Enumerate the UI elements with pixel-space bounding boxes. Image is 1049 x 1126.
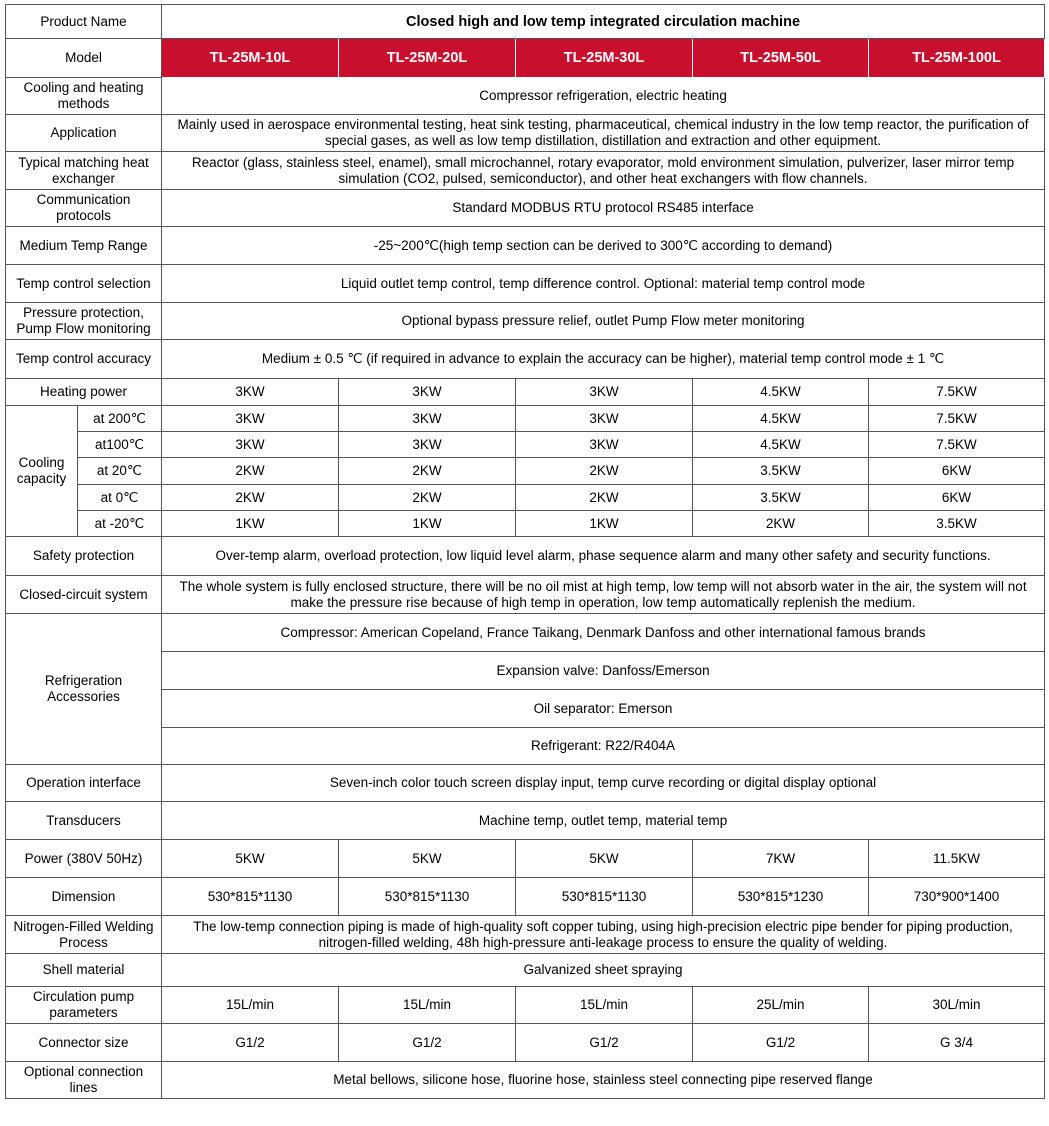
cooling-temp-20: at 20℃ [78, 458, 162, 485]
shell-value: Galvanized sheet spraying [162, 954, 1045, 987]
cooling-heating-label: Cooling and heating methods [6, 78, 162, 115]
spec-table [5, 4, 1045, 1099]
cooling-200-3: 3KW [516, 406, 693, 432]
safety-value: Over-temp alarm, overload protection, low liquid level alarm, phase sequence alarm and many other safety and security functions. [162, 537, 1045, 576]
cooling-100-3: 3KW [516, 432, 693, 458]
cooling-200-5: 7.5KW [869, 406, 1045, 432]
transducers-value: Machine temp, outlet temp, material temp [162, 802, 1045, 840]
refrigeration-compressor: Compressor: American Copeland, France Taikang, Denmark Danfoss and other international famous brands [162, 614, 1045, 652]
shell-label: Shell material [6, 954, 162, 987]
connector-1: G1/2 [162, 1024, 339, 1062]
dimension-5: 730*900*1400 [869, 878, 1045, 916]
cooling-0-4: 3.5KW [693, 485, 869, 511]
protocols-value: Standard MODBUS RTU protocol RS485 interface [162, 190, 1045, 227]
interface-label: Operation interface [6, 765, 162, 802]
pump-4: 25L/min [693, 987, 869, 1024]
row-heat-exchanger [6, 152, 1045, 190]
dimension-4: 530*815*1230 [693, 878, 869, 916]
refrigeration-label: Refrigeration Accessories [6, 614, 162, 765]
model-label: Model [6, 39, 162, 78]
row-protocols [6, 190, 1045, 227]
pump-5: 30L/min [869, 987, 1045, 1024]
heating-power-2: 3KW [339, 379, 516, 406]
power-1: 5KW [162, 840, 339, 878]
dimension-1: 530*815*1130 [162, 878, 339, 916]
row-application [6, 115, 1045, 152]
pump-2: 15L/min [339, 987, 516, 1024]
cooling-0-3: 2KW [516, 485, 693, 511]
closed-circuit-value: The whole system is fully enclosed structure, there will be no oil mist at high temp, low temp will not absorb water in the air, the system will not make the pressure rise because of high temp in operation, low temp automatically replenish the medium. [162, 576, 1045, 614]
cooling-20-5: 6KW [869, 458, 1045, 485]
heat-exchanger-value: Reactor (glass, stainless steel, enamel), small microchannel, rotary evaporator, mold environment simulation, pulverizer, laser mirror temp simulation (CO2, pulsed, semiconductor), and other heat exchangers with flow channels. [162, 152, 1045, 190]
model-2: TL-25M-20L [339, 39, 516, 78]
cooling-minus-20-5: 3.5KW [869, 511, 1045, 537]
row-cooling-100 [6, 432, 1045, 458]
dimension-3: 530*815*1130 [516, 878, 693, 916]
medium-range-value: -25~200℃(high temp section can be derived to 300℃ according to demand) [162, 227, 1045, 265]
row-product-name [6, 5, 1045, 39]
row-cooling-heating [6, 78, 1045, 115]
cooling-100-1: 3KW [162, 432, 339, 458]
welding-value: The low-temp connection piping is made of high-quality soft copper tubing, using high-precision electric pipe bender for piping production, nitrogen-filled welding, 48h high-pressure anti-leakage process to ensure the quality of welding. [162, 916, 1045, 954]
dimension-label: Dimension [6, 878, 162, 916]
connector-label: Connector size [6, 1024, 162, 1062]
cooling-20-3: 2KW [516, 458, 693, 485]
cooling-temp-200: at 200℃ [78, 406, 162, 432]
row-refrigeration-valve [6, 652, 1045, 690]
model-1: TL-25M-10L [162, 39, 339, 78]
row-safety [6, 537, 1045, 576]
power-3: 5KW [516, 840, 693, 878]
connector-5: G 3/4 [869, 1024, 1045, 1062]
row-lines [6, 1062, 1045, 1099]
lines-label: Optional connection lines [6, 1062, 162, 1099]
row-connector [6, 1024, 1045, 1062]
accuracy-value: Medium ± 0.5 ℃ (if required in advance to explain the accuracy can be higher), material temp control mode ± 1 ℃ [162, 340, 1045, 379]
row-refrigeration-compressor [6, 614, 1045, 652]
cooling-temp-0: at 0℃ [78, 485, 162, 511]
row-accuracy [6, 340, 1045, 379]
interface-value: Seven-inch color touch screen display input, temp curve recording or digital display optional [162, 765, 1045, 802]
connector-3: G1/2 [516, 1024, 693, 1062]
row-model [6, 39, 1045, 78]
row-dimension [6, 878, 1045, 916]
model-3: TL-25M-30L [516, 39, 693, 78]
row-heating-power [6, 379, 1045, 406]
cooling-200-1: 3KW [162, 406, 339, 432]
cooling-minus-20-4: 2KW [693, 511, 869, 537]
product-name-label: Product Name [6, 5, 162, 39]
heating-power-5: 7.5KW [869, 379, 1045, 406]
connector-4: G1/2 [693, 1024, 869, 1062]
cooling-20-2: 2KW [339, 458, 516, 485]
cooling-0-5: 6KW [869, 485, 1045, 511]
cooling-20-1: 2KW [162, 458, 339, 485]
heating-power-1: 3KW [162, 379, 339, 406]
cooling-200-2: 3KW [339, 406, 516, 432]
power-5: 11.5KW [869, 840, 1045, 878]
row-cooling-minus-20 [6, 511, 1045, 537]
row-refrigeration-refrigerant [6, 728, 1045, 765]
heating-power-3: 3KW [516, 379, 693, 406]
row-interface [6, 765, 1045, 802]
refrigeration-refrigerant: Refrigerant: R22/R404A [162, 728, 1045, 765]
cooling-temp-100: at100℃ [78, 432, 162, 458]
product-name: Closed high and low temp integrated circulation machine [162, 5, 1045, 39]
cooling-capacity-label: Cooling capacity [6, 406, 78, 537]
refrigeration-oil: Oil separator: Emerson [162, 690, 1045, 728]
pump-label: Circulation pump parameters [6, 987, 162, 1024]
model-5: TL-25M-100L [869, 39, 1045, 78]
accuracy-label: Temp control accuracy [6, 340, 162, 379]
pressure-label: Pressure protection, Pump Flow monitoring [6, 303, 162, 340]
heat-exchanger-label: Typical matching heat exchanger [6, 152, 162, 190]
application-value: Mainly used in aerospace environmental testing, heat sink testing, pharmaceutical, chemical industry in the low temp reactor, the purification of special gases, as well as low temp distillation, distillation and extraction and other equipment. [162, 115, 1045, 152]
medium-range-label: Medium Temp Range [6, 227, 162, 265]
temp-control-label: Temp control selection [6, 265, 162, 303]
cooling-heating-value: Compressor refrigeration, electric heating [162, 78, 1045, 115]
model-4: TL-25M-50L [693, 39, 869, 78]
cooling-temp-minus-20: at -20℃ [78, 511, 162, 537]
cooling-100-5: 7.5KW [869, 432, 1045, 458]
connector-2: G1/2 [339, 1024, 516, 1062]
cooling-0-1: 2KW [162, 485, 339, 511]
row-medium-range [6, 227, 1045, 265]
row-pressure [6, 303, 1045, 340]
safety-label: Safety protection [6, 537, 162, 576]
temp-control-value: Liquid outlet temp control, temp difference control. Optional: material temp control mode [162, 265, 1045, 303]
row-cooling-20 [6, 458, 1045, 485]
cooling-minus-20-1: 1KW [162, 511, 339, 537]
transducers-label: Transducers [6, 802, 162, 840]
protocols-label: Communication protocols [6, 190, 162, 227]
pump-1: 15L/min [162, 987, 339, 1024]
heating-power-label: Heating power [6, 379, 162, 406]
power-label: Power (380V 50Hz) [6, 840, 162, 878]
cooling-minus-20-3: 1KW [516, 511, 693, 537]
row-cooling-200 [6, 406, 1045, 432]
cooling-200-4: 4.5KW [693, 406, 869, 432]
closed-circuit-label: Closed-circuit system [6, 576, 162, 614]
row-shell [6, 954, 1045, 987]
row-pump [6, 987, 1045, 1024]
cooling-100-2: 3KW [339, 432, 516, 458]
row-cooling-0 [6, 485, 1045, 511]
power-4: 7KW [693, 840, 869, 878]
power-2: 5KW [339, 840, 516, 878]
pressure-value: Optional bypass pressure relief, outlet Pump Flow meter monitoring [162, 303, 1045, 340]
row-temp-control [6, 265, 1045, 303]
dimension-2: 530*815*1130 [339, 878, 516, 916]
lines-value: Metal bellows, silicone hose, fluorine hose, stainless steel connecting pipe reserved flange [162, 1062, 1045, 1099]
row-refrigeration-oil [6, 690, 1045, 728]
pump-3: 15L/min [516, 987, 693, 1024]
heating-power-4: 4.5KW [693, 379, 869, 406]
cooling-20-4: 3.5KW [693, 458, 869, 485]
row-transducers [6, 802, 1045, 840]
welding-label: Nitrogen-Filled Welding Process [6, 916, 162, 954]
cooling-minus-20-2: 1KW [339, 511, 516, 537]
refrigeration-valve: Expansion valve: Danfoss/Emerson [162, 652, 1045, 690]
cooling-100-4: 4.5KW [693, 432, 869, 458]
row-power [6, 840, 1045, 878]
row-closed-circuit [6, 576, 1045, 614]
application-label: Application [6, 115, 162, 152]
cooling-0-2: 2KW [339, 485, 516, 511]
row-welding [6, 916, 1045, 954]
